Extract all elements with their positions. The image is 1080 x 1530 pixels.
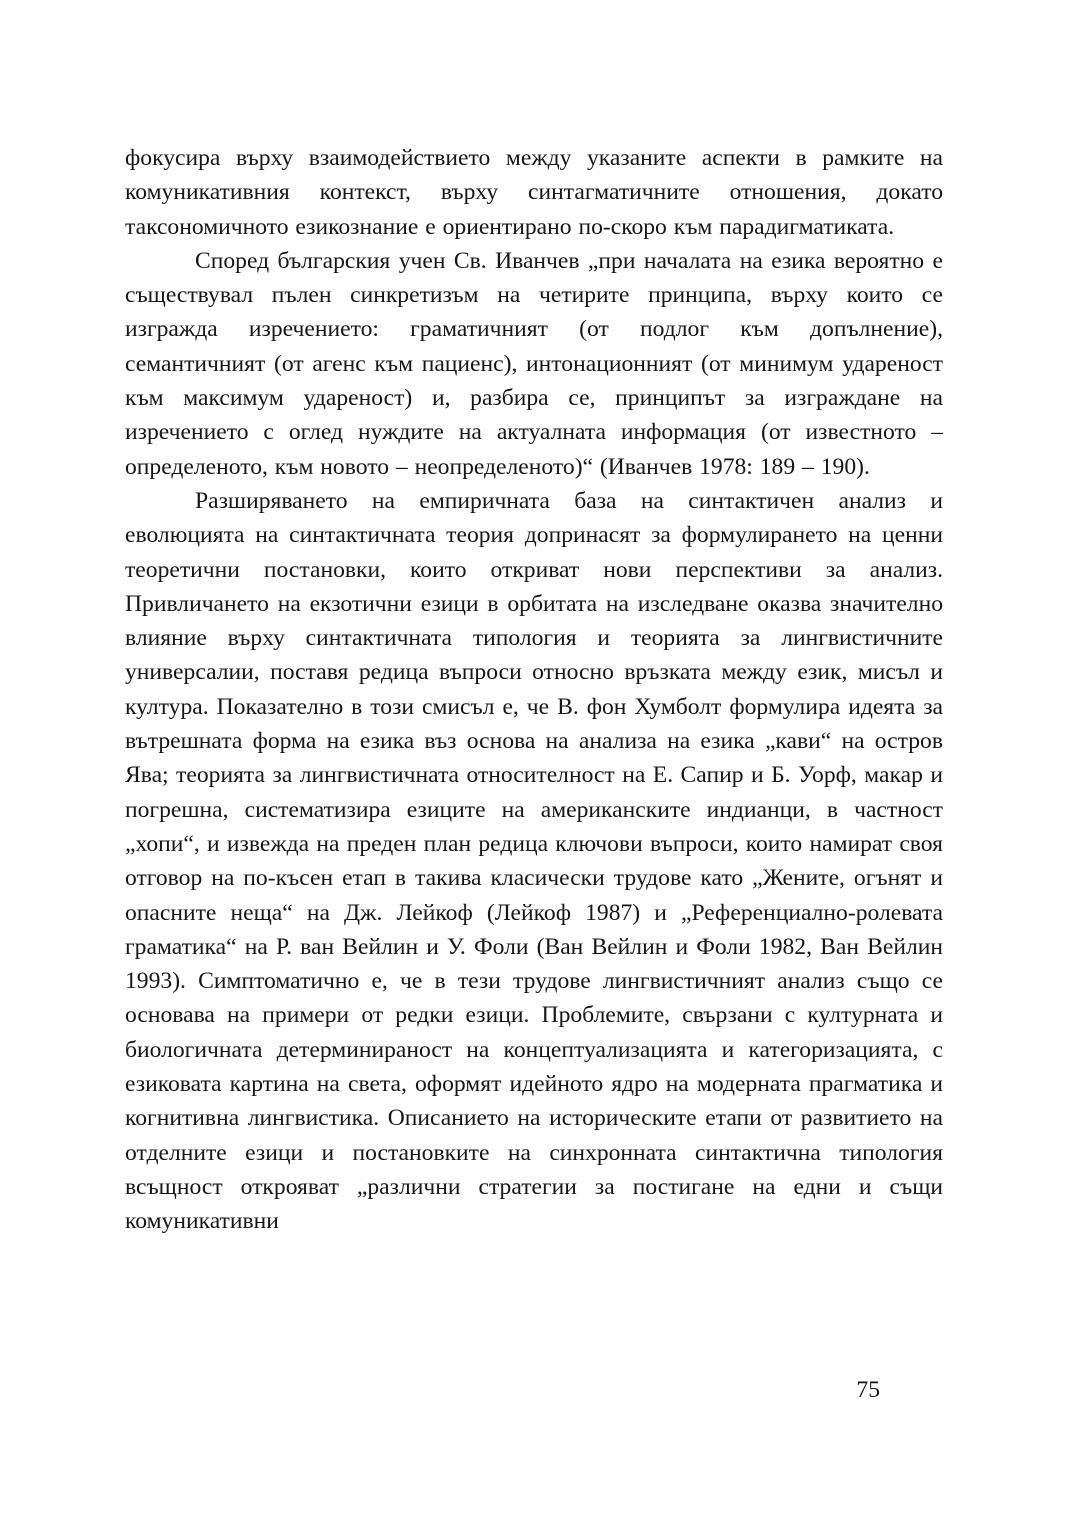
body-paragraph: Според българския учен Св. Иванчев „при началата на езика вероятно е съществувал пълен синкретизъм на четирите принципа, върху които се изгражда изречението: граматичният (от подлог към допълнение), семантичният (от агенс към пациенс), интонационният (от минимум удареност към максимум удареност) и, разбира се, принципът за изграждане на изречението с оглед нуждите на актуалната информация (от известното – определеното, към новото – неопределеното)“ (Иванчев 1978: 189 – 190). [125, 247, 943, 480]
body-paragraph: Разширяването на емпиричната база на синтактичен анализ и еволюцията на синтактичната теория допринасят за формулирането на ценни теоретични постановки, които откриват нови перспективи за анализ. Привличането на екзотични езици в орбитата на изследване оказва значително влияние върху синтактичната типология и теорията за лингвистичните универсалии, поставя редица въпроси относно връзката между език, мисъл и култура. Показателно в този смисъл е, че В. фон Хумболт формулира идеята за вътрешната форма на езика въз основа на анализа на езика „кави“ на остров Ява; теорията за лингвистичната относителност на Е. Сапир и Б. Уорф, макар и погрешна, систематизира езиците на американските индианци, в частност „хопи“, и извежда на преден план редица ключови въпроси, които намират своя отговор на по-късен етап в такива класически трудове като „Жените, огънят и опасните неща“ на Дж. Лейкоф (Лейкоф 1987) и „Референциално-ролевата граматика“ на Р. ван Вейлин и У. Фоли (Ван Вейлин и Фоли 1982, Ван Вейлин 1993). Симптоматично е, че в тези трудове лингвистичният анализ също се основава на примери от редки езици. Проблемите, свързани с културната и биологичната детерминираност на концептуализацията и категоризацията, с езиковата картина на света, оформят идейното ядро на модерната прагматика и когнитивна лингвистика. Описанието на историческите етапи от развитието на отделните езици и постановките на синхронната синтактична типология всъщност открояват „различни стратегии за постигане на едни и същи комуникативни [125, 487, 943, 1235]
text-block [125, 141, 943, 1239]
body-paragraph: фокусира върху взаимодействието между указаните аспекти в рамките на комуникативния контекст, върху синтагматичните отношения, докато таксономичното езикознание е ориентирано по-скоро към парадигматиката. [125, 145, 943, 240]
page-number: 75 [856, 1377, 880, 1403]
